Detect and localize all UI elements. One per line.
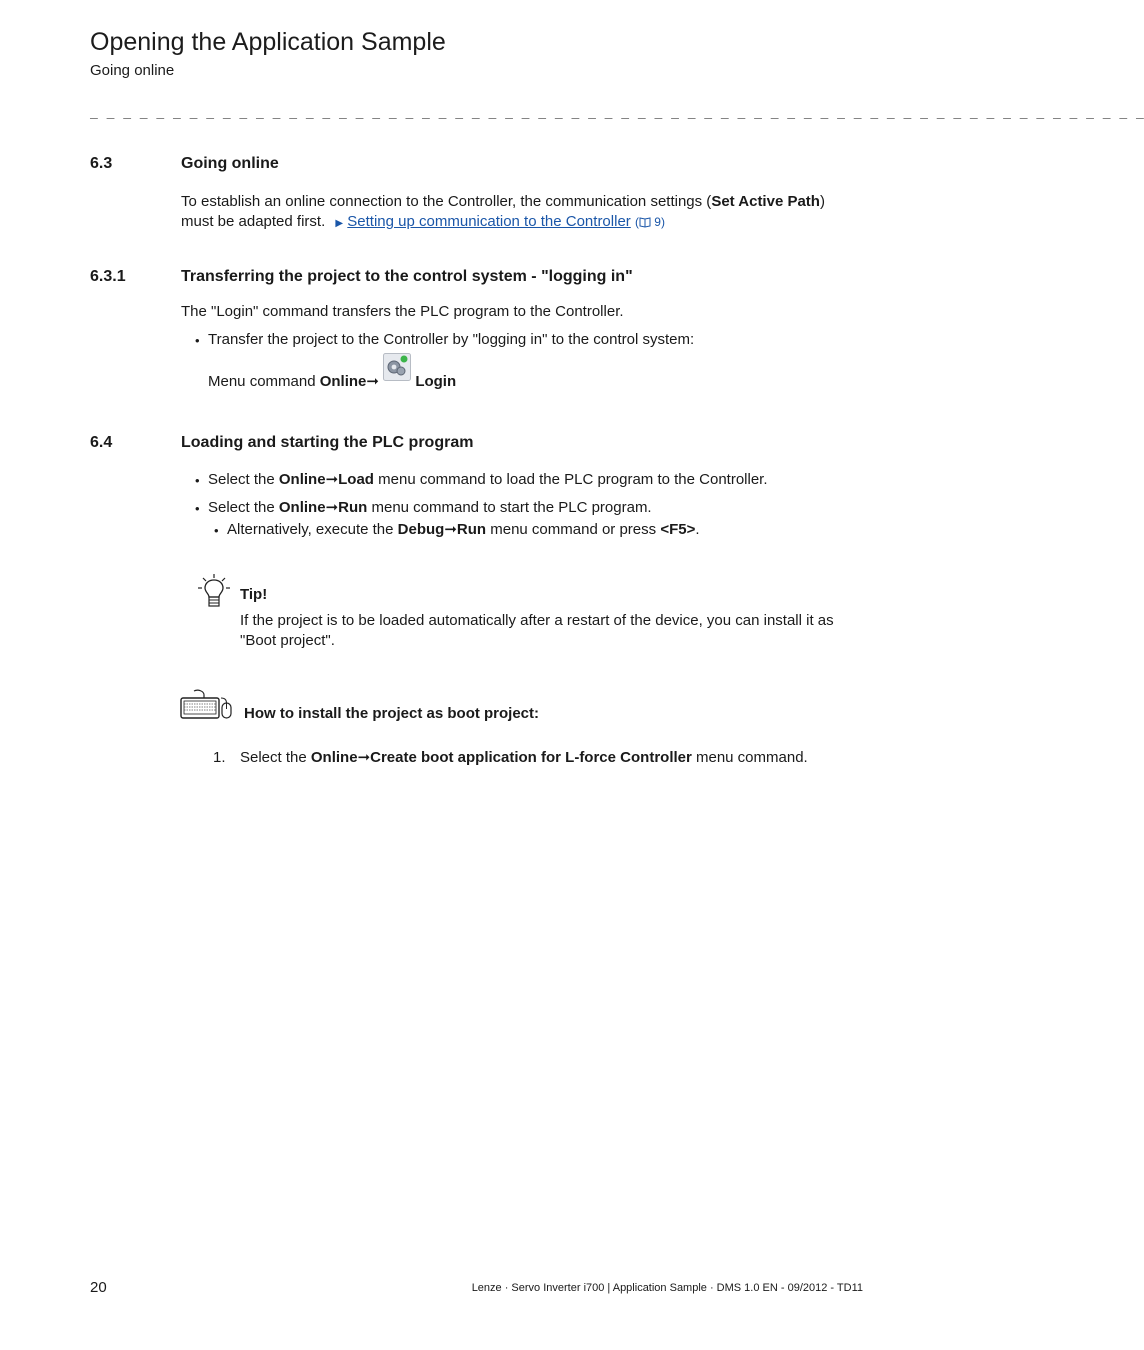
- section-number: 6.3: [90, 155, 113, 172]
- bullet-marker: •: [195, 501, 200, 516]
- paragraph: must be adapted first. ▶ Setting up communication to the Controller ( 9): [181, 213, 665, 230]
- section-heading: Going online: [181, 155, 279, 172]
- step-number: 1.: [213, 749, 226, 766]
- page-number: 20: [90, 1279, 107, 1296]
- tip-text: If the project is to be loaded automatically after a restart of the device, you can install it as "Boot project".: [240, 612, 834, 649]
- howto-heading: How to install the project as boot project:: [244, 705, 540, 722]
- page-subtitle: Going online: [90, 62, 175, 79]
- lightbulb-icon: [196, 573, 232, 614]
- header-divider: _ _ _ _ _ _ _ _ _ _ _ _ _ _ _ _ _ _ _ _ _ _ _ _ _ _ _ _ _ _ _ _ _ _ _ _ _ _ _ _ _ _ _ _ _ _ _ _ _ _ _ _ _ _ _ _ _ _ _ _ _ _ _ _: [90, 106, 1144, 121]
- list-item: Alternatively, execute the Debug➞Run menu command or press <F5>.: [227, 521, 700, 538]
- paragraph: To establish an online connection to the Controller, the communication settings (Set Active Path): [181, 193, 825, 210]
- bullet-marker: •: [195, 473, 200, 488]
- section-number: 6.3.1: [90, 268, 126, 285]
- tip-label: Tip!: [240, 586, 268, 603]
- section-heading: Loading and starting the PLC program: [181, 434, 474, 451]
- section-heading: Transferring the project to the control system - "logging in": [181, 268, 633, 285]
- page-reference[interactable]: ( 9): [634, 215, 665, 229]
- link-arrow-icon: ▶: [335, 218, 344, 229]
- cross-reference-link[interactable]: Setting up communication to the Controller: [347, 213, 631, 230]
- list-item: Transfer the project to the Controller by "logging in" to the control system:: [208, 331, 695, 348]
- section-number: 6.4: [90, 434, 113, 451]
- book-icon: [639, 217, 651, 227]
- menu-command-line: Menu command Online➞ Login: [208, 357, 456, 391]
- keyboard-mouse-icon: [180, 689, 234, 726]
- online-login-icon: [383, 353, 411, 381]
- bullet-marker: •: [214, 523, 219, 538]
- step-text: Select the Online➞Create boot application for L-force Controller menu command.: [240, 749, 808, 766]
- paragraph: The "Login" command transfers the PLC program to the Controller.: [181, 303, 624, 320]
- page-title: Opening the Application Sample: [90, 28, 446, 56]
- list-item: Select the Online➞Run menu command to start the PLC program.: [208, 499, 652, 516]
- footer-text: Lenze · Servo Inverter i700 | Application Sample · DMS 1.0 EN - 09/2012 - TD11: [471, 1282, 863, 1294]
- list-item: Select the Online➞Load menu command to load the PLC program to the Controller.: [208, 471, 768, 488]
- bullet-marker: •: [195, 333, 200, 348]
